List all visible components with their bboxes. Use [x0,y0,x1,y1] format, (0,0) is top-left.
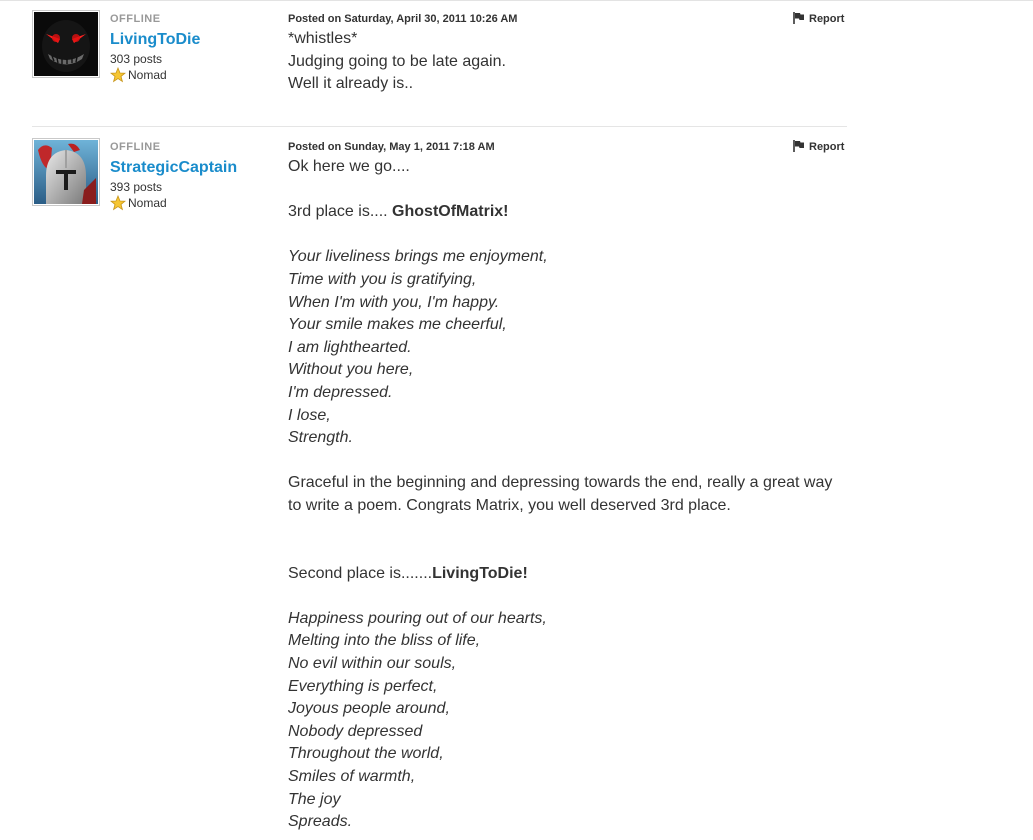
username-link[interactable]: LivingToDie [110,31,201,48]
comment-text: Graceful in the beginning and depressing towards the end, really a great way to write a poem. Congrats Matrix, you well deserved 3rd place. [288,474,833,514]
post-intro: Ok here we go.... [288,158,410,175]
rank-label: Nomad [128,68,167,82]
report-button[interactable] [793,12,844,26]
second-place-winner: LivingToDie! [432,564,528,582]
posted-date [288,13,517,25]
flag-icon [793,140,805,152]
third-place-winner: GhostOfMatrix! [392,203,509,221]
poem-line: Joyous people around, [288,700,450,718]
user-status: OFFLINE [110,141,161,153]
report-button[interactable] [793,140,844,154]
top-divider [0,0,1033,1]
post-count: 303 posts [110,52,163,66]
posted-date [288,141,495,153]
third-place-line [288,201,848,224]
star-icon [110,195,126,211]
second-place-line [288,563,848,586]
third-place-prefix: 3rd place is.... [288,203,393,221]
poem-line: Happiness pouring out of our hearts, [288,609,547,627]
poem-line: I'm depressed. [288,383,393,401]
poem-line: Smiles of warmth, [288,768,416,786]
user-rank [110,67,167,83]
post-divider [32,126,847,127]
posted-timestamp: Saturday, April 30, 2011 10:26 AM [344,13,518,25]
flag-icon [793,12,805,24]
post-body [288,28,848,96]
poem-line: Melting into the bliss of life, [288,632,481,650]
posted-prefix: Posted on [288,13,342,25]
poem-line: Strength. [288,429,353,447]
knight-helmet-avatar-icon [34,140,98,204]
dark-face-avatar-icon [34,12,98,76]
posted-timestamp: Sunday, May 1, 2011 7:18 AM [344,141,495,153]
poem-line: Your smile makes me cheerful, [288,316,507,334]
rank-label: Nomad [128,196,167,210]
post-body [288,156,848,834]
poem-line: No evil within our souls, [288,655,457,673]
poem-second-place [288,608,848,834]
report-label: Report [809,141,845,153]
username-link[interactable]: StrategicCaptain [110,159,238,176]
poem-line: The joy [288,790,341,808]
poem-line: Nobody depressed [288,722,423,740]
user-avatar[interactable] [32,10,100,78]
poem-line: Everything is perfect, [288,677,438,695]
star-icon [110,67,126,83]
poem-line: Your liveliness brings me enjoyment, [288,248,548,266]
poem-line: I am lighthearted. [288,338,412,356]
poem-line: Spreads. [288,813,353,831]
second-place-prefix: Second place is....... [288,564,433,582]
poem-line: I lose, [288,406,331,424]
poem-line: Time with you is gratifying, [288,270,477,288]
poem-line: When I'm with you, I'm happy. [288,293,500,311]
post-text-line: *whistles* [288,30,358,47]
poem-line: Throughout the world, [288,745,444,763]
post-text-line: Well it already is.. [288,75,414,93]
user-avatar[interactable] [32,138,100,206]
user-rank [110,195,167,211]
user-status: OFFLINE [110,13,161,25]
report-label: Report [809,13,845,25]
post-text-line: Judging going to be late again. [288,52,506,70]
poem-third-place [288,246,848,449]
posted-prefix: Posted on [288,141,342,153]
poem-line: Without you here, [288,361,414,379]
post-count: 393 posts [110,180,163,194]
